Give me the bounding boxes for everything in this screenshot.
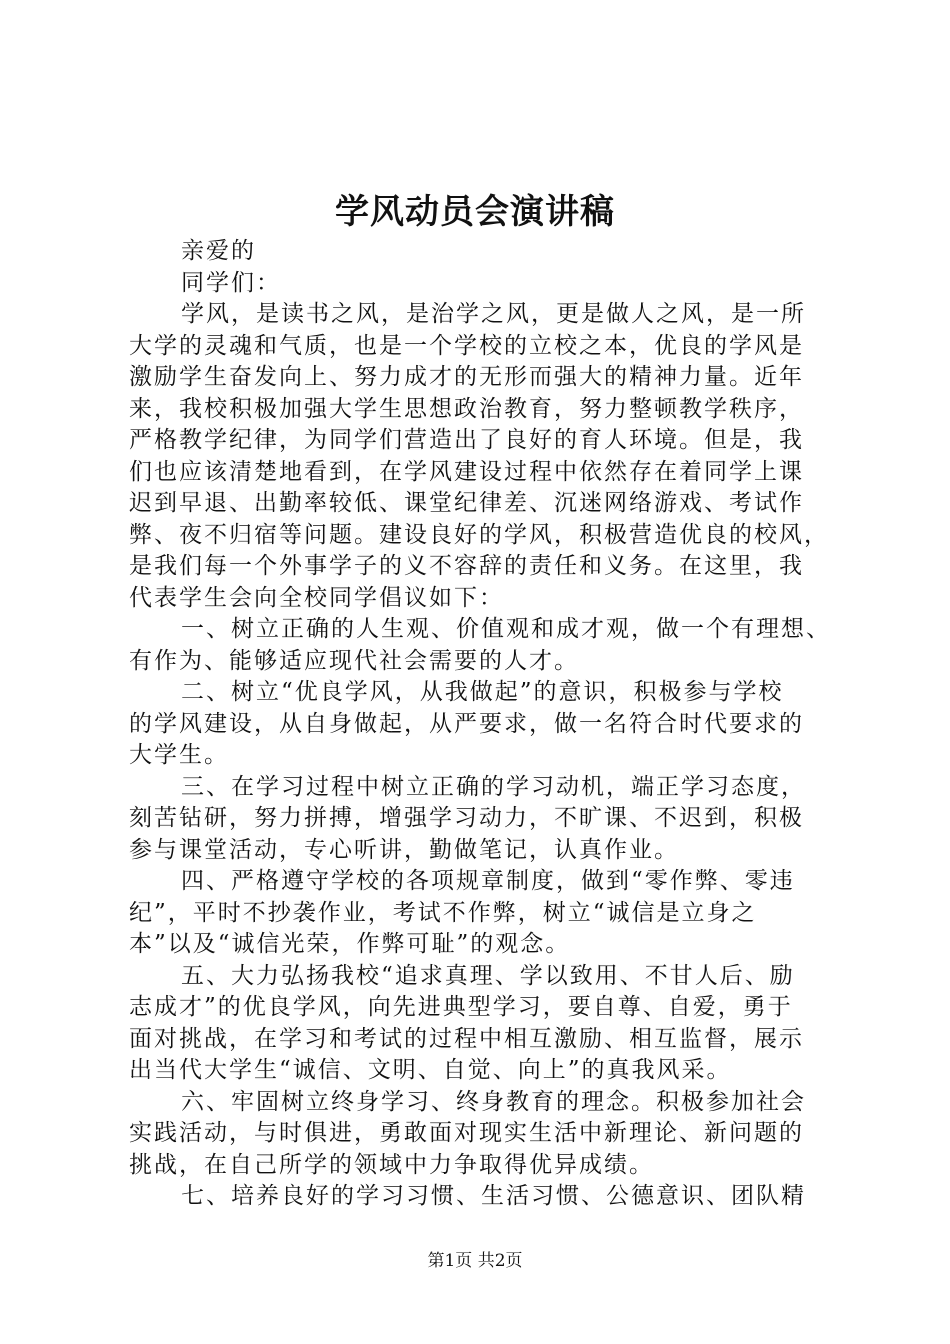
text-line: 是我们每一个外事学子的义不容辞的责任和义务。在这里，我 xyxy=(129,553,804,579)
page-footer: 第1页 共2页 xyxy=(427,1251,523,1271)
text-line: 大学的灵魂和气质，也是一个学校的立校之本，优良的学风是 xyxy=(129,332,804,359)
text-line: 来，我校积极加强大学生思想政治教育，努力整顿教学秩序， xyxy=(129,395,804,422)
text-line: 六、牢固树立终身学习、终身教育的理念。积极参加社会 xyxy=(181,1088,806,1115)
document-body xyxy=(129,236,831,1213)
text-line: 一、树立正确的人生观、价值观和成才观，做一个有理想、 xyxy=(181,616,831,642)
text-line: 七、培养良好的学习习惯、生活习惯、公德意识、团队精 xyxy=(181,1183,806,1209)
document-title: 学风动员会演讲稿 xyxy=(335,192,615,232)
text-line: 严格教学纪律，为同学们营造出了良好的育人环境。但是，我 xyxy=(129,427,804,453)
text-line: 刻苦钻研，努力拼搏，增强学习动力，不旷课、不迟到，积极 xyxy=(129,805,804,831)
text-line: 弊、夜不归宿等问题。建设良好的学风，积极营造优良的校风， xyxy=(129,521,829,548)
text-line: 的学风建设，从自身做起，从严要求，做一名符合时代要求的 xyxy=(129,710,804,737)
text-line: 三、在学习过程中树立正确的学习动机，端正学习态度， xyxy=(181,773,806,800)
text-line: 面对挑战，在学习和考试的过程中相互激励、相互监督，展示 xyxy=(129,1025,804,1052)
text-line: 迟到早退、出勤率较低、课堂纪律差、沉迷网络游戏、考试作 xyxy=(129,490,804,516)
text-line: 挑战，在自己所学的领域中力争取得优异成绩。 xyxy=(129,1151,654,1178)
text-line: 出当代大学生“诚信、文明、自觉、向上”的真我风采。 xyxy=(129,1057,732,1083)
text-line: 们也应该清楚地看到，在学风建设过程中依然存在着同学上课 xyxy=(129,458,804,485)
text-line: 志成才”的优良学风，向先进典型学习，要自尊、自爱，勇于 xyxy=(129,994,793,1020)
text-line: 纪”，平时不抄袭作业，考试不作弊，树立“诚信是立身之 xyxy=(129,899,757,926)
text-line: 激励学生奋发向上、努力成才的无形而强大的精神力量。近年 xyxy=(129,364,804,390)
text-line: 参与课堂活动，专心听讲，勤做笔记，认真作业。 xyxy=(129,836,679,863)
text-line: 五、大力弘扬我校“追求真理、学以致用、不甘人后、励 xyxy=(181,962,795,989)
text-line: 大学生。 xyxy=(129,742,229,768)
text-line: 二、树立“优良学风，从我做起”的意识，积极参与学校 xyxy=(181,679,784,705)
text-line: 学风，是读书之风，是治学之风，更是做人之风，是一所 xyxy=(181,301,806,327)
text-line: 本”以及“诚信光荣，作弊可耻”的观念。 xyxy=(129,931,571,957)
text-line: 亲爱的 xyxy=(181,238,256,264)
text-line: 代表学生会向全校同学倡议如下： xyxy=(129,584,504,611)
text-line: 四、严格遵守学校的各项规章制度，做到“零作弊、零违 xyxy=(181,868,795,894)
text-line: 实践活动，与时俱进，勇敢面对现实生活中新理论、新问题的 xyxy=(129,1120,804,1146)
text-line: 有作为、能够适应现代社会需要的人才。 xyxy=(129,647,579,674)
text-line: 同学们： xyxy=(181,269,281,296)
